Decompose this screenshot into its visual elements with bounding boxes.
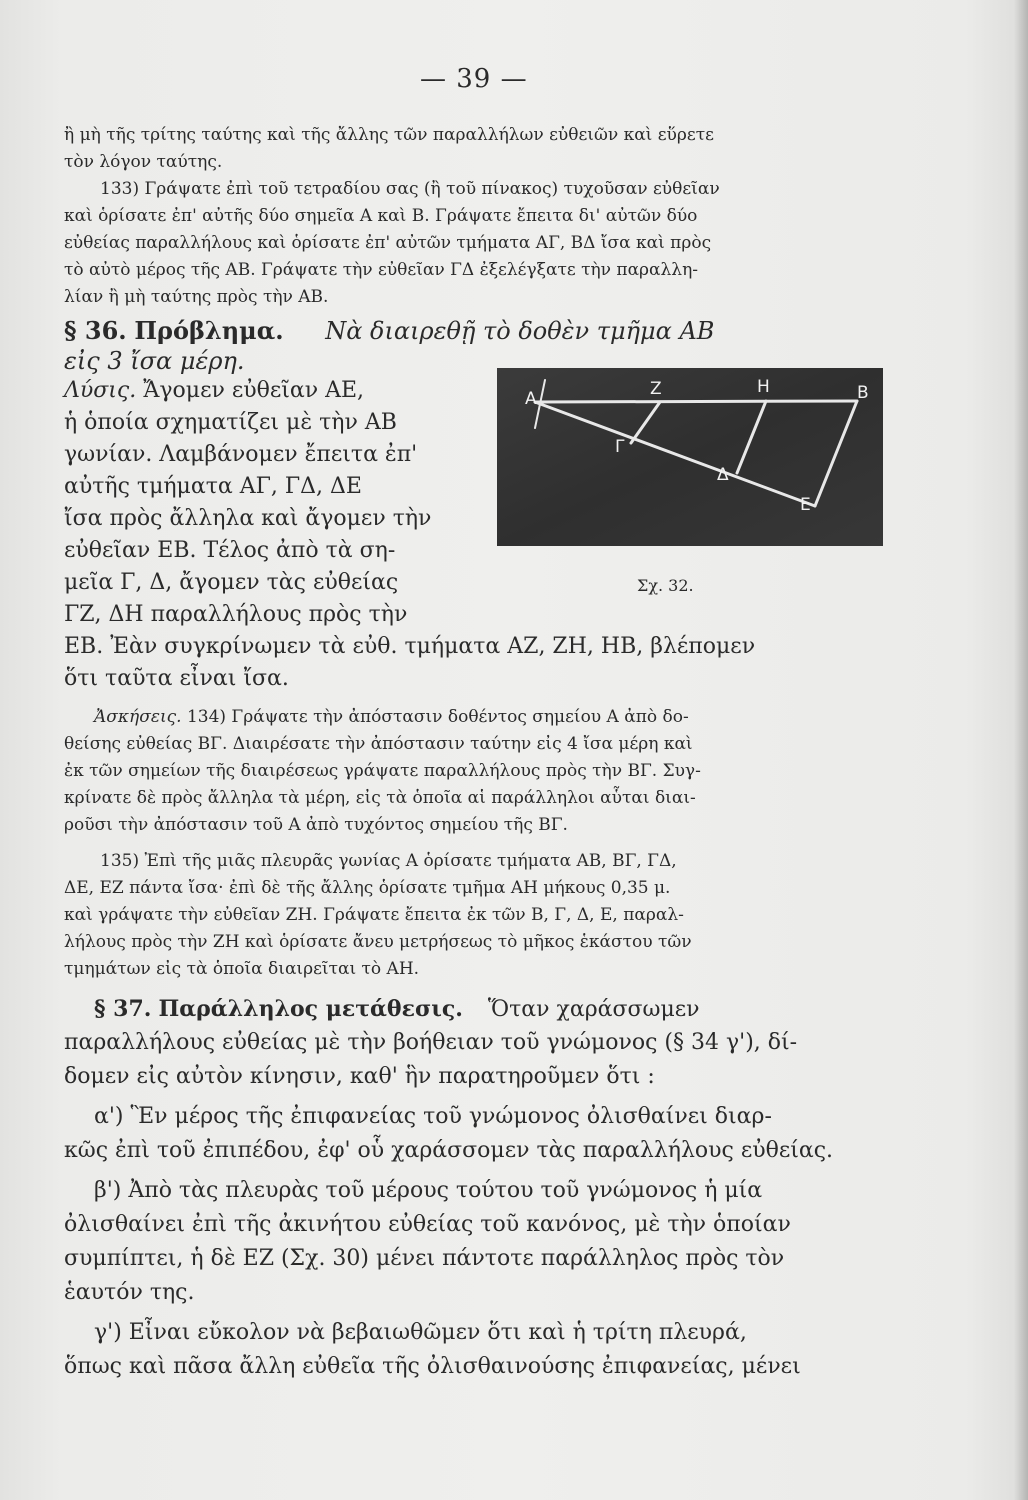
label-b: Β: [857, 383, 869, 403]
solution-line-1: [64, 374, 364, 408]
ex135-line-4: λήλους πρὸς τὴν ΖΗ καὶ ὁρίσατε ἄνευ μετρήσεως τὸ μῆκος ἑκάστου τῶν: [64, 932, 692, 952]
item-b-line-3: συμπίπτει, ἡ δὲ ΕΖ (Σχ. 30) μένει πάντοτε παράλληλος πρὸς τὸν: [64, 1246, 785, 1271]
solution-line-9: ΕΒ. Ἐὰν συγκρίνωμεν τὰ εὐθ. τμήματα ΑΖ, ΖΗ, ΗΒ, βλέπομεν: [64, 634, 756, 659]
section36-number: § 36.: [64, 316, 127, 345]
section37-line-3: δομεν εἰς αὐτὸν κίνησιν, καθ' ἣν παρατηροῦμεν ὅτι :: [64, 1064, 655, 1089]
section37-number: § 37.: [94, 996, 152, 1022]
intro-line-2: τὸν λόγον ταύτης.: [64, 152, 223, 172]
ex135-line-5: τμημάτων εἰς τὰ ὁποῖα διαιρεῖται τὸ ΑΗ.: [64, 959, 420, 979]
ex133-line-5: λίαν ἢ μὴ ταύτης πρὸς τὴν ΑΒ.: [64, 287, 329, 307]
section37-label: Παράλληλος μετάθεσις.: [158, 996, 463, 1022]
solution-line-10: ὅτι ταῦτα εἶναι ἴσα.: [64, 666, 289, 691]
label-g: Γ: [615, 437, 625, 457]
solution-text-1: Ἄγομεν εὐθεῖαν ΑΕ,: [143, 378, 365, 403]
ex134-line-1: [94, 704, 689, 731]
page-number: — 39 —: [420, 64, 528, 94]
intro-line-1: ἢ μὴ τῆς τρίτης ταύτης καὶ τῆς ἄλλης τῶν παραλλήλων εὐθειῶν καὶ εὕρετε: [64, 125, 714, 145]
ex133-line-4: τὸ αὐτὸ μέρος τῆς ΑΒ. Γράψατε τὴν εὐθεῖαν ΓΔ ἐξελέγξατε τὴν παραλλη-: [64, 260, 698, 280]
section37-text-1: Ὅταν χαράσσωμεν: [487, 997, 700, 1022]
ex135-line-2: ΔΕ, ΕΖ πάντα ἴσα· ἐπὶ δὲ τῆς ἄλλης ὁρίσατε τμῆμα ΑΗ μήκους 0,35 μ.: [64, 878, 671, 898]
page-edge-shadow: [1014, 0, 1028, 1500]
segment-ab: [535, 401, 857, 402]
exercises-label: Ἀσκήσεις.: [94, 707, 182, 727]
solution-label: Λύσις.: [64, 378, 137, 403]
item-c-line-2: ὅπως καὶ πᾶσα ἄλλη εὐθεῖα τῆς ὀλισθαινούσης ἐπιφανείας, μένει: [64, 1354, 801, 1379]
section37-line-2: παραλλήλους εὐθείας μὲ τὴν βοήθειαν τοῦ γνώμονος (§ 34 γ'), δί-: [64, 1030, 798, 1055]
ex134-line-2: θείσης εὐθείας ΒΓ. Διαιρέσατε τὴν ἀπόστασιν ταύτην εἰς 4 ἴσα μέρη καὶ: [64, 734, 693, 754]
label-e: Ε: [800, 495, 811, 515]
item-b-line-4: ἑαυτόν της.: [64, 1280, 195, 1305]
section37-heading: [94, 992, 700, 1027]
ex133-line-3: εὐθείας παραλλήλους καὶ ὁρίσατε ἐπ' αὐτῶν τμήματα ΑΓ, ΒΔ ἴσα καὶ πρὸς: [64, 233, 712, 253]
item-b-line-2: ὀλισθαίνει ἐπὶ τῆς ἀκινήτου εὐθείας τοῦ κανόνος, μὲ τὴν ὁποίαν: [64, 1212, 791, 1237]
label-z: Ζ: [650, 379, 662, 399]
label-a: Α: [525, 389, 537, 409]
blackboard-background: [497, 368, 883, 546]
solution-line-8: ΓΖ, ΔΗ παραλλήλους πρὸς τὴν: [64, 602, 408, 627]
section36-title-cont: εἰς 3 ἴσα μέρη.: [64, 347, 245, 375]
item-b-line-1: β') Ἀπὸ τὰς πλευρὰς τοῦ μέρους τούτου τοῦ γνώμονος ἡ μία: [94, 1178, 763, 1203]
solution-line-3: γωνίαν. Λαμβάνομεν ἔπειτα ἐπ': [64, 442, 418, 467]
label-h: Η: [757, 377, 770, 397]
ex134-text-1: 134) Γράψατε τὴν ἀπόστασιν δοθέντος σημείου Α ἀπὸ δο-: [186, 707, 689, 727]
solution-line-4: αὐτῆς τμήματα ΑΓ, ΓΔ, ΔΕ: [64, 474, 362, 499]
figure-32: [497, 368, 883, 546]
ex134-line-5: ροῦσι τὴν ἀπόστασιν τοῦ Α ἀπὸ τυχόντος σημείου τῆς ΒΓ.: [64, 815, 568, 835]
figure-caption: Σχ. 32.: [637, 576, 694, 595]
item-a-line-2: κῶς ἐπὶ τοῦ ἐπιπέδου, ἐφ' οὗ χαράσσομεν τὰς παραλλήλους εὐθείας.: [64, 1138, 834, 1163]
ex135-line-1: 135) Ἐπὶ τῆς μιᾶς πλευρᾶς γωνίας Α ὁρίσατε τμήματα ΑΒ, ΒΓ, ΓΔ,: [100, 851, 677, 871]
section36-label: Πρόβλημα.: [134, 316, 284, 345]
solution-line-7: μεῖα Γ, Δ, ἄγομεν τὰς εὐθείας: [64, 570, 399, 595]
ex133-line-2: καὶ ὁρίσατε ἐπ' αὐτῆς δύο σημεῖα Α καὶ Β. Γράψατε ἔπειτα δι' αὐτῶν δύο: [64, 206, 698, 226]
item-a-line-1: α') Ἓν μέρος τῆς ἐπιφανείας τοῦ γνώμονος ὀλισθαίνει διαρ-: [94, 1104, 772, 1129]
label-d: Δ: [717, 465, 729, 485]
item-c-line-1: γ') Εἶναι εὔκολον νὰ βεβαιωθῶμεν ὅτι καὶ ἡ τρίτη πλευρά,: [94, 1320, 747, 1345]
ex134-line-3: ἐκ τῶν σημείων τῆς διαιρέσεως γράψατε παραλλήλους πρὸς τὴν ΒΓ. Συγ-: [64, 761, 701, 781]
ex135-line-3: καὶ γράψατε τὴν εὐθεῖαν ΖΗ. Γράψατε ἔπειτα ἐκ τῶν Β, Γ, Δ, Ε, παραλ-: [64, 905, 684, 925]
section36-title: Νὰ διαιρεθῇ τὸ δοθὲν τμῆμα ΑΒ: [325, 317, 715, 345]
solution-line-6: εὐθεῖαν ΕΒ. Τέλος ἀπὸ τὰ ση-: [64, 538, 396, 563]
solution-line-5: ἴσα πρὸς ἄλληλα καὶ ἄγομεν τὴν: [64, 506, 432, 531]
ex134-line-4: κρίνατε δὲ πρὸς ἄλληλα τὰ μέρη, εἰς τὰ ὁποῖα αἱ παράλληλοι αὗται διαι-: [64, 788, 696, 808]
section36-heading: [64, 314, 714, 348]
ex133-line-1: 133) Γράψατε ἐπὶ τοῦ τετραδίου σας (ἢ τοῦ πίνακος) τυχοῦσαν εὐθεῖαν: [100, 179, 720, 199]
solution-line-2: ἡ ὁποία σχηματίζει μὲ τὴν ΑΒ: [64, 410, 397, 435]
